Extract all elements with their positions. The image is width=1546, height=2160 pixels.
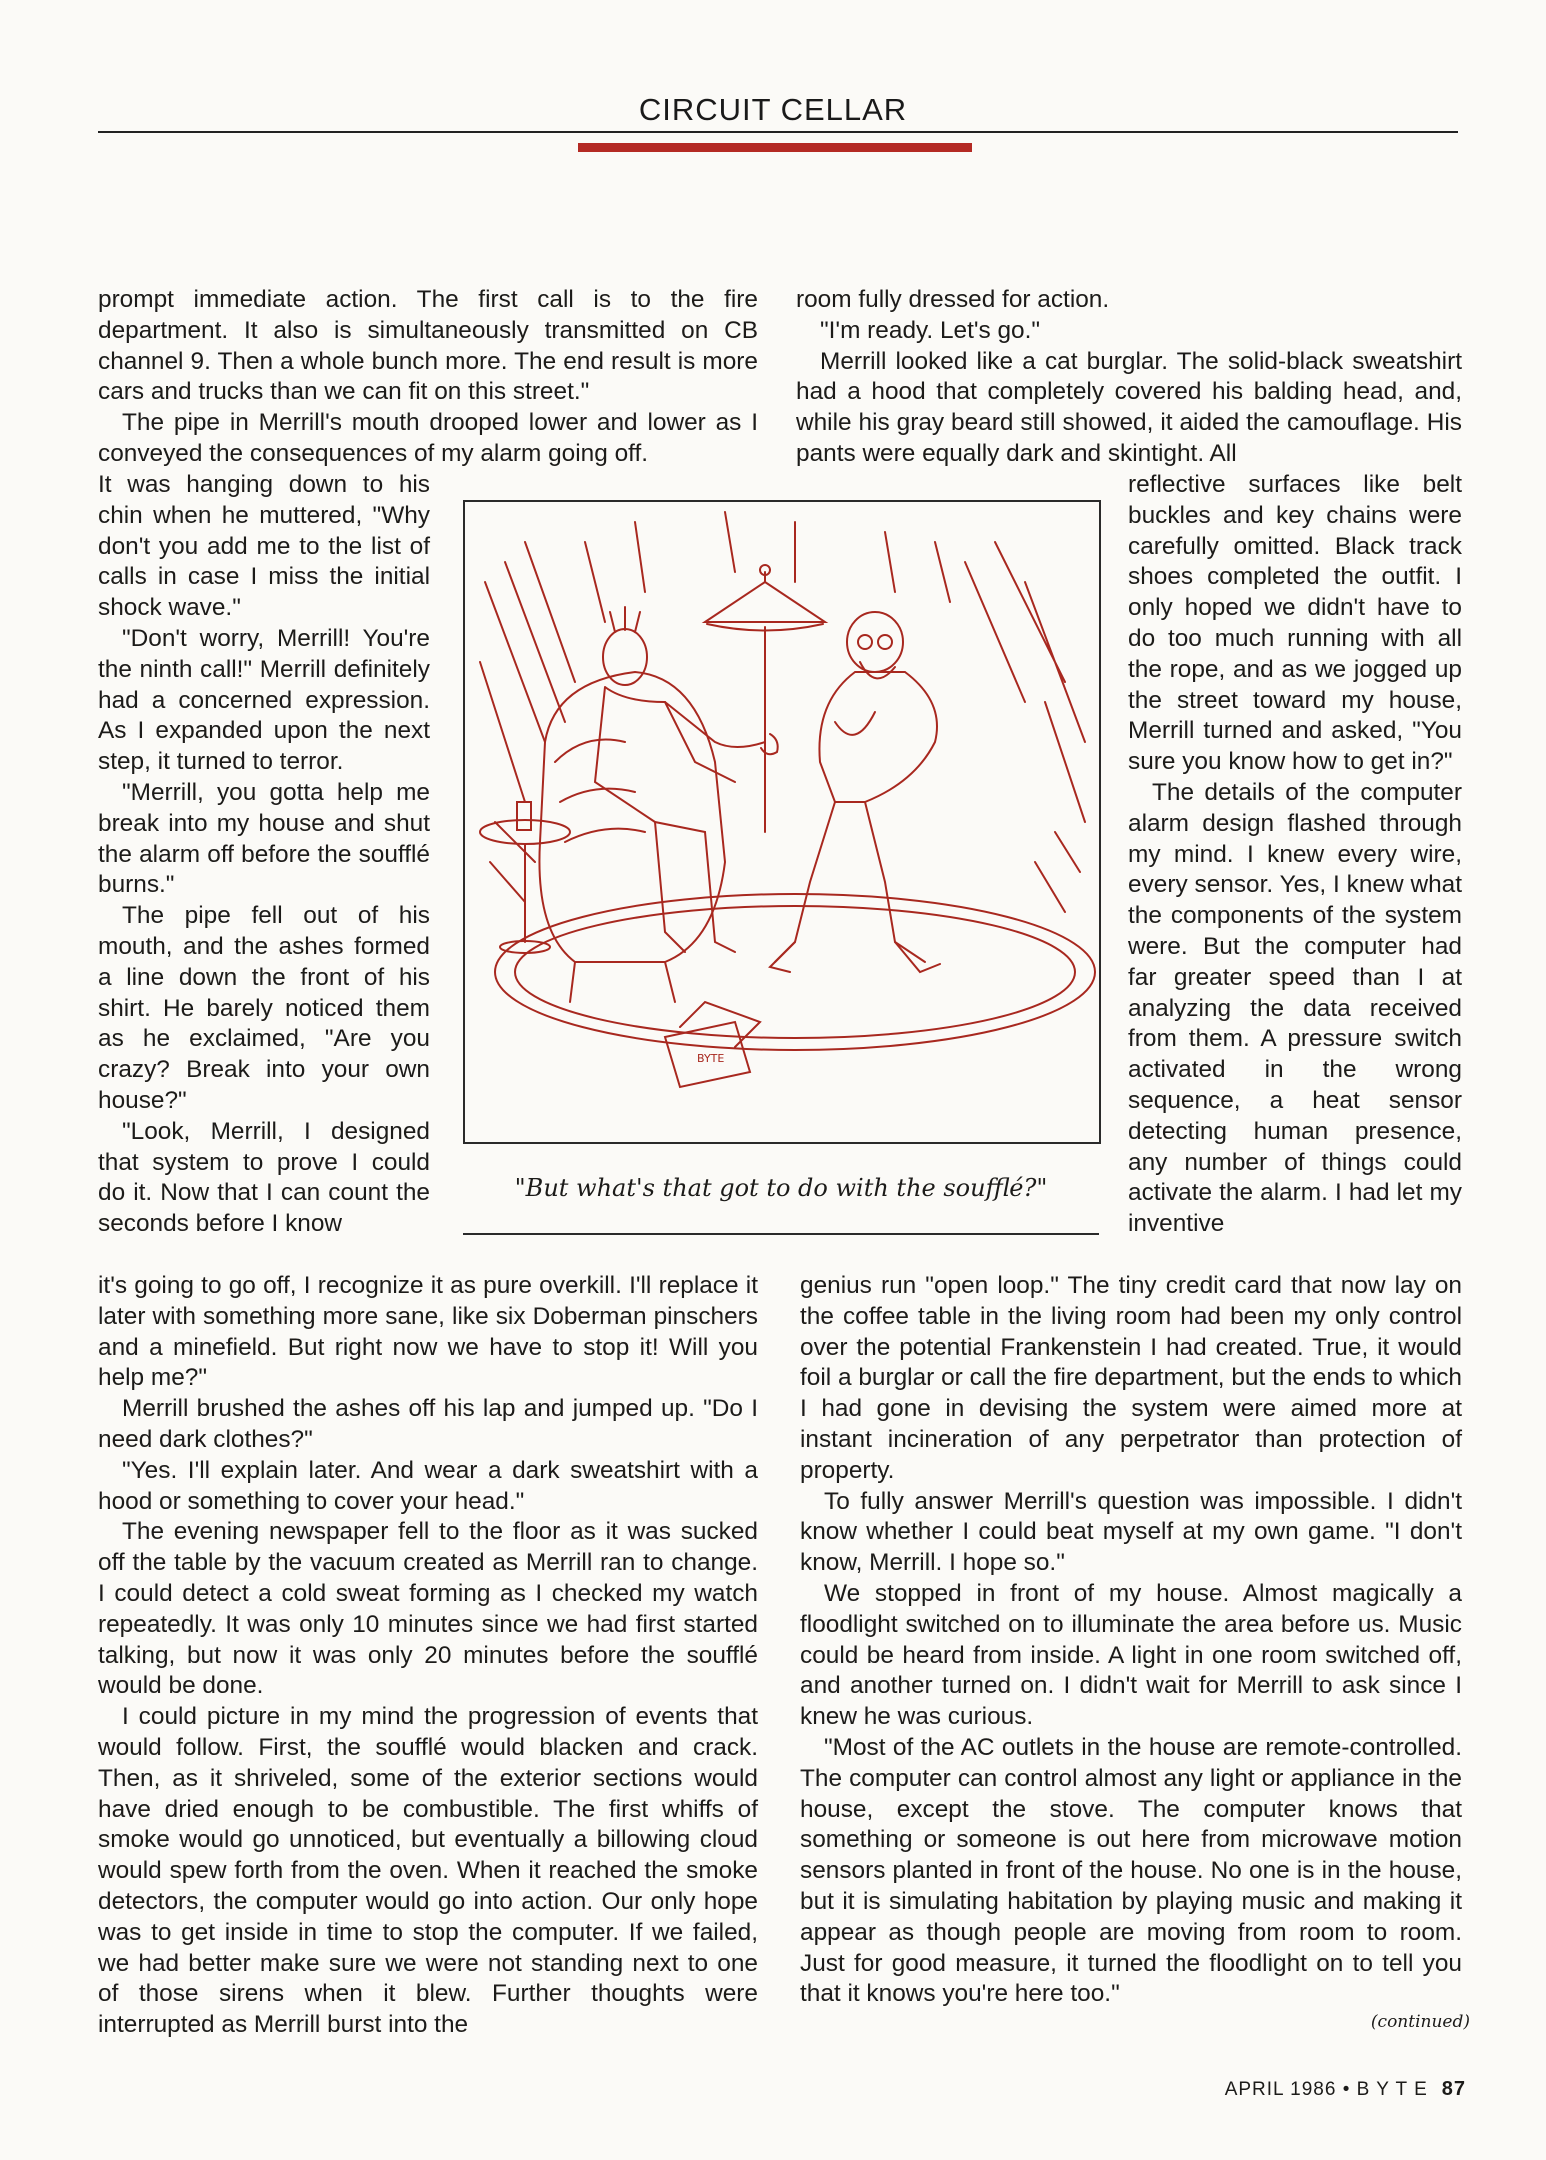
paragraph: To fully answer Merrill's question was impossible. I didn't know whether I could beat myself at my own game. "I don't know, Merrill. I hope so."	[800, 1487, 1462, 1577]
column-2-beside-figure	[1128, 470, 1462, 1240]
paragraph: it's going to go off, I recognize it as pure overkill. I'll replace it later with something more sane, like six Doberman pinschers and a minefield. But right now we have to stop it! Will you help me?"	[98, 1272, 758, 1392]
column-2-bottom	[800, 1271, 1462, 2010]
paragraph: "Look, Merrill, I designed that system to prove I could do it. Now that I can count the seconds before I know	[98, 1117, 430, 1238]
standing-man-body	[819, 672, 937, 802]
column-1-top	[98, 285, 758, 470]
column-1-bottom	[98, 1271, 758, 2041]
paragraph: "Yes. I'll explain later. And wear a dark sweatshirt with a hood or something to cover your head."	[98, 1456, 758, 1515]
paragraph: room fully dressed for action.	[796, 286, 1110, 313]
cartoon-drawing	[465, 502, 1099, 1142]
seated-man-head	[603, 629, 647, 685]
figure-caption: "But what's that got to do with the soufflé?"	[514, 1174, 1048, 1202]
continued-label: (continued)	[1370, 2012, 1470, 2032]
paragraph: The details of the computer alarm design flashed through my mind. I knew every wire, every sensor. Yes, I knew what the components of the system were. But the computer had far greater speed than I at analyzing the data received from them. A pressure switch activated in the wrong sequence, a heat sensor detecting human presence, any number of things could activate the alarm. I had let my inventive	[1128, 778, 1462, 1238]
section-title: CIRCUIT CELLAR	[638, 92, 908, 127]
page-footer	[1100, 2078, 1466, 2101]
paragraph: I could picture in my mind the progression of events that would follow. First, the soufflé would blacken and crack. Then, as it shriveled, some of the exterior sections would have dried enough to be combustible. The first whiffs of smoke would go unnoticed, but eventually a billowing cloud would spew forth from the oven. When it reached the smoke detectors, the computer would go into action. Our only hope was to get inside in time to stop the computer. If we failed, we had better make sure we were not standing next to one of those sirens when it blew. Further thoughts were interrupted as Merrill burst into the	[98, 1703, 758, 2039]
paragraph: The evening newspaper fell to the floor as it was sucked off the table by the vacuum created as Merrill ran to change. I could detect a cold sweat forming as I checked my watch repeatedly. It was only 10 minutes since we had first started talking, but now it was only 20 minutes before the soufflé would be done.	[98, 1518, 758, 1700]
magazine-label: BYTE	[697, 1052, 725, 1065]
paragraph: reflective surfaces like belt buckles and key chains were carefully omitted. Black track shoes completed the outfit. I only hoped we didn't have to do too much running with all the rope, and as we jogged up the street toward my house, Merrill turned and asked, "You sure you know how to get in?"	[1128, 471, 1462, 776]
column-2-top	[796, 285, 1462, 470]
rug-shape	[495, 894, 1095, 1050]
standing-man-head	[847, 612, 903, 672]
cartoon-illustration	[463, 500, 1101, 1144]
header-rule	[98, 131, 1458, 133]
lamp-shade	[705, 582, 825, 622]
paragraph: The pipe fell out of his mouth, and the ashes formed a line down the front of his shirt. He barely noticed them as he exclaimed, "Are you crazy? Break into your own house?"	[98, 902, 430, 1114]
caption-rule	[463, 1233, 1099, 1235]
paragraph: Merrill looked like a cat burglar. The solid-black sweatshirt had a hood that completely covered his balding head, and, while his gray beard still showed, it aided the camouflage. His pants were equally dark and skintight. All	[796, 347, 1462, 467]
paragraph: We stopped in front of my house. Almost magically a floodlight switched on to illuminate the area before us. Music could be heard from inside. A light in one room switched off, and another turned on. I didn't wait for Merrill to ask since I knew he was curious.	[800, 1579, 1462, 1731]
paragraph: It was hanging down to his chin when he muttered, "Why don't you add me to the list of calls in case I miss the initial shock wave."	[98, 471, 430, 622]
paragraph: "Don't worry, Merrill! You're the ninth call!" Merrill definitely had a concerned expression. As I expanded upon the next step, it turned to terror.	[98, 624, 430, 776]
paragraph: "Most of the AC outlets in the house are remote-controlled. The computer can control almost any light or appliance in the house, except the stove. The computer knows that something or someone is out here from microwave motion sensors planted in front of the house. No one is in the house, but it is simulating habitation by playing music and making it appear as though people are moving from room to room. Just for good measure, it turned the floodlight on to tell you that it knows you're here too."	[800, 1733, 1462, 2008]
paragraph: "I'm ready. Let's go."	[820, 316, 1041, 344]
paragraph: Merrill brushed the ashes off his lap and jumped up. "Do I need dark clothes?"	[98, 1395, 758, 1453]
paragraph: "Merrill, you gotta help me break into my house and shut the alarm off before the soufflé burns."	[98, 778, 430, 899]
issue-label: APRIL 1986 • B Y T E	[1224, 2079, 1428, 2100]
paragraph: prompt immediate action. The first call is to the fire department. It also is simultaneously transmitted on CB channel 9. Then a whole bunch more. The end result is more cars and trucks than we can fit on this street."	[98, 286, 758, 406]
column-1-beside-figure	[98, 470, 430, 1240]
paragraph: The pipe in Merrill's mouth drooped lower and lower as I conveyed the consequences of my alarm going off.	[98, 409, 758, 467]
header-accent-bar	[578, 143, 972, 152]
side-table	[480, 820, 570, 844]
page-number: 87	[1441, 2078, 1466, 2100]
paragraph: genius run "open loop." The tiny credit card that now lay on the coffee table in the living room had been my only control over the potential Frankenstein I had created. True, it would foil a burglar or call the fire department, but the ends to which I had gone in devising the system were aimed more at instant incineration of any perpetrator than protection of property.	[800, 1272, 1462, 1484]
